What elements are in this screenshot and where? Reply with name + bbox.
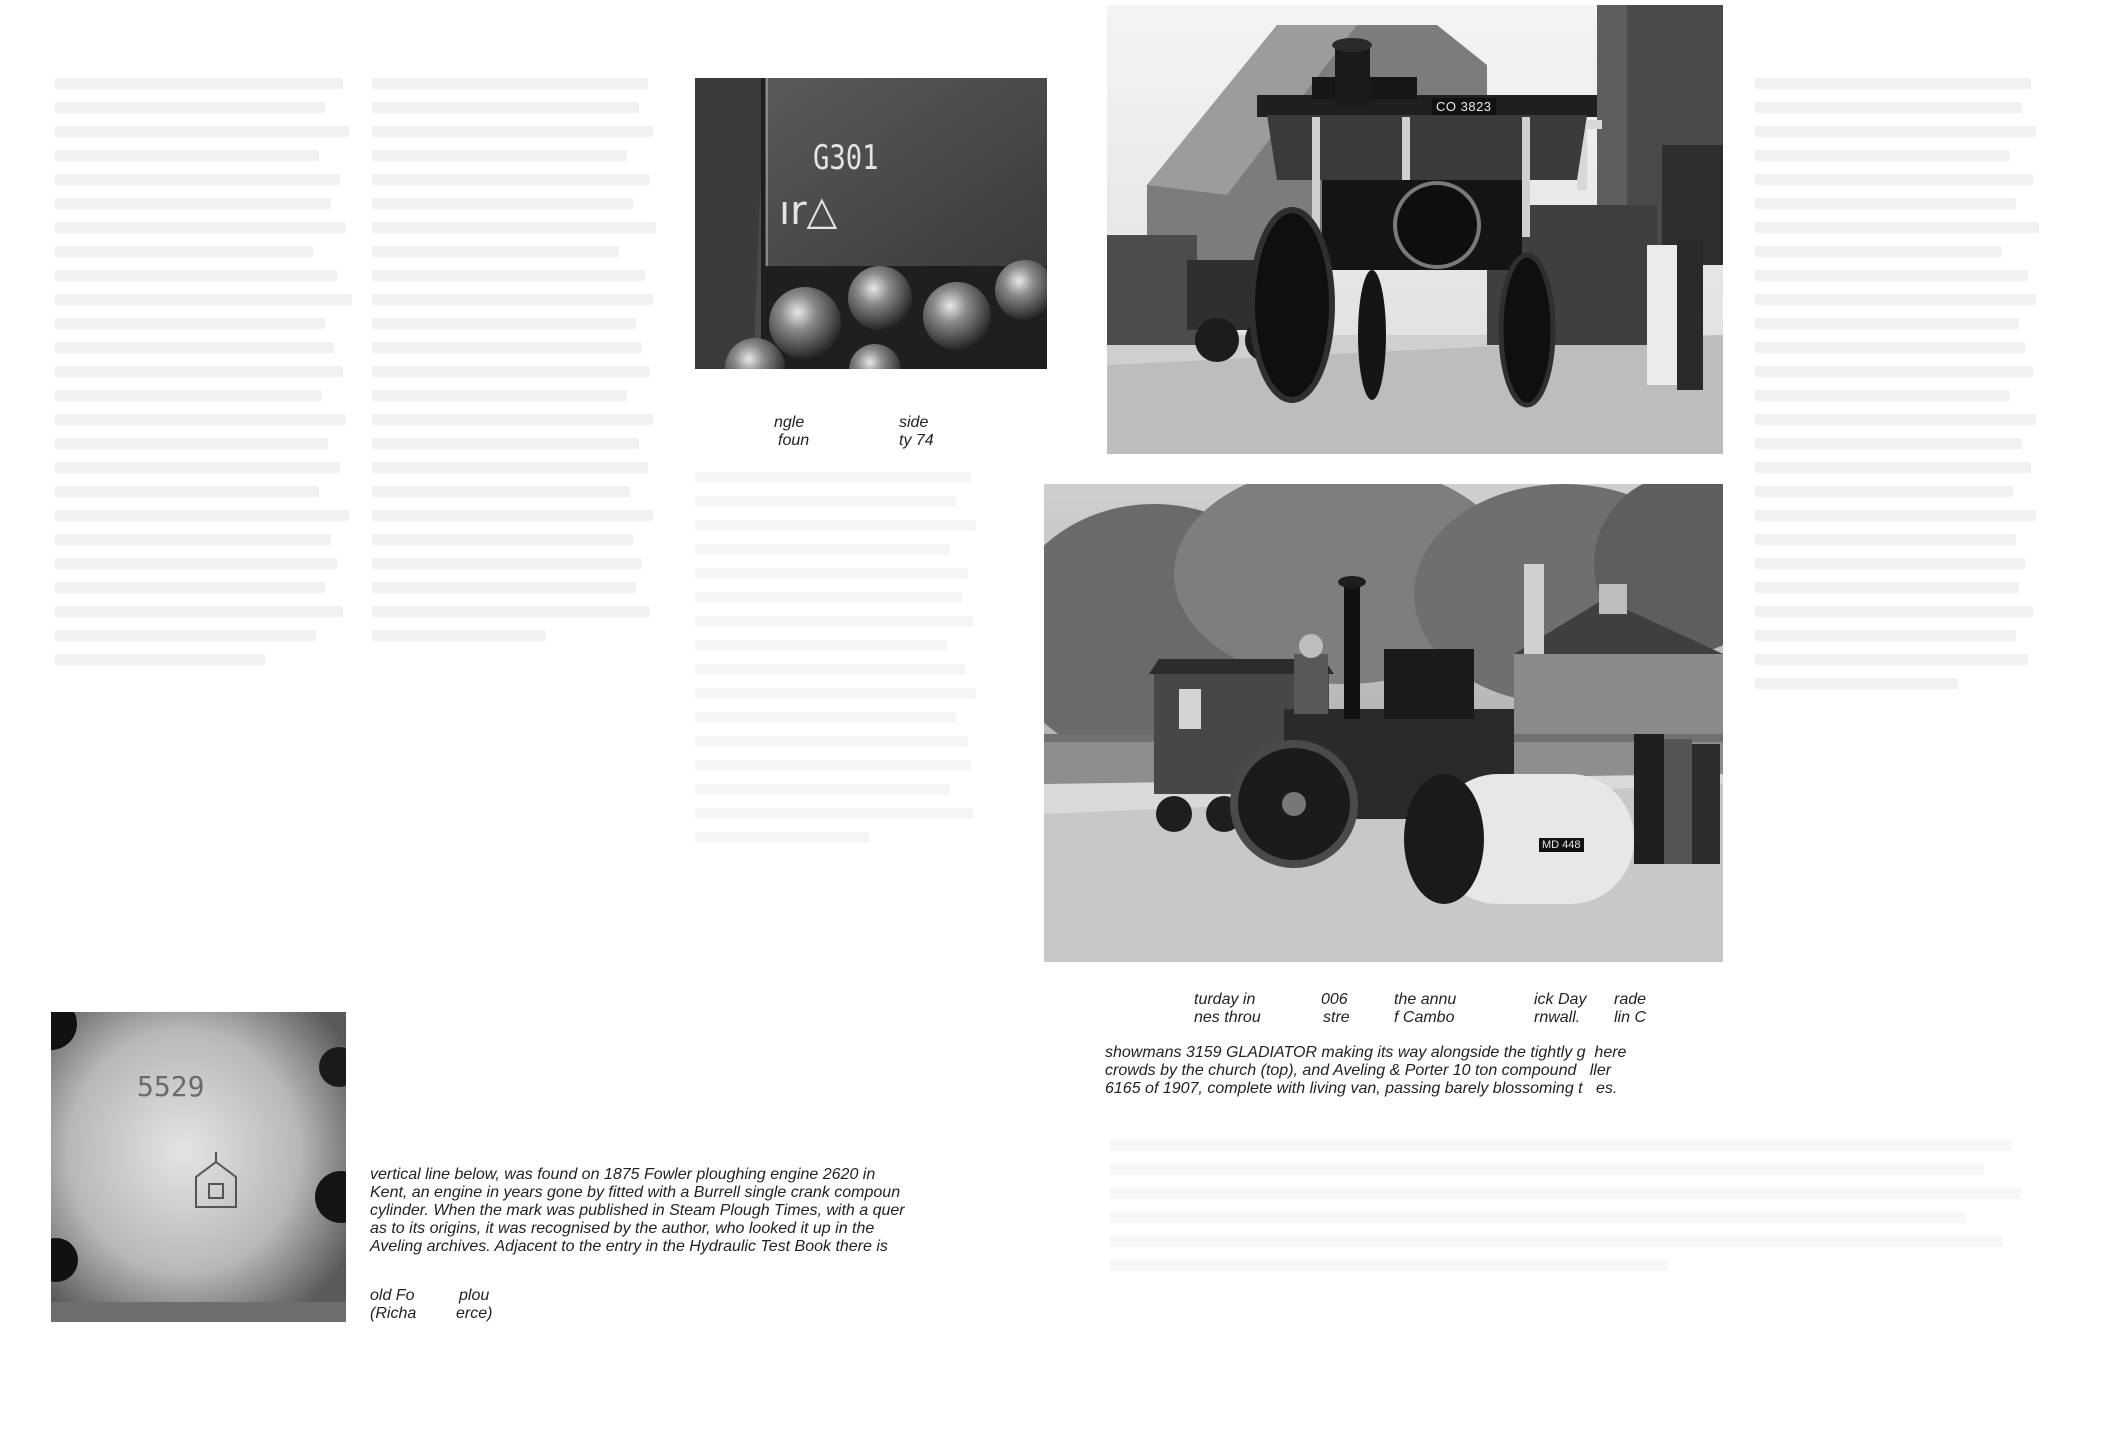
bleed-text-column-2: [372, 78, 662, 654]
photo-stamped-number: [51, 1012, 346, 1322]
bleed-text-bottom-right: [1110, 1140, 2040, 1284]
engraved-mark-text: G301: [813, 138, 879, 178]
bleed-text-column-4: [1755, 78, 2045, 702]
caption-fragment-plate-1a: ngle: [774, 414, 805, 431]
photo-showmans-engine-church: [1107, 5, 1723, 454]
caption-fragment-plate-2a: foun: [778, 432, 810, 449]
bleed-text-column-3: [695, 472, 985, 856]
photo-roller-living-van: [1044, 484, 1723, 962]
photo-engraved-mark: [695, 78, 1047, 369]
bleed-text-column-1: [55, 78, 355, 678]
caption-fragment-plate-2b: ty 74: [899, 432, 934, 449]
caption-fragment-plate-1b: side: [899, 414, 929, 431]
engraved-triangle-mark: ır△: [779, 188, 838, 234]
engine-number-plate: CO 3823: [1432, 98, 1496, 115]
stamped-number-text: 5529: [137, 1070, 205, 1103]
roller-number-plate: MD 448: [1539, 838, 1584, 852]
